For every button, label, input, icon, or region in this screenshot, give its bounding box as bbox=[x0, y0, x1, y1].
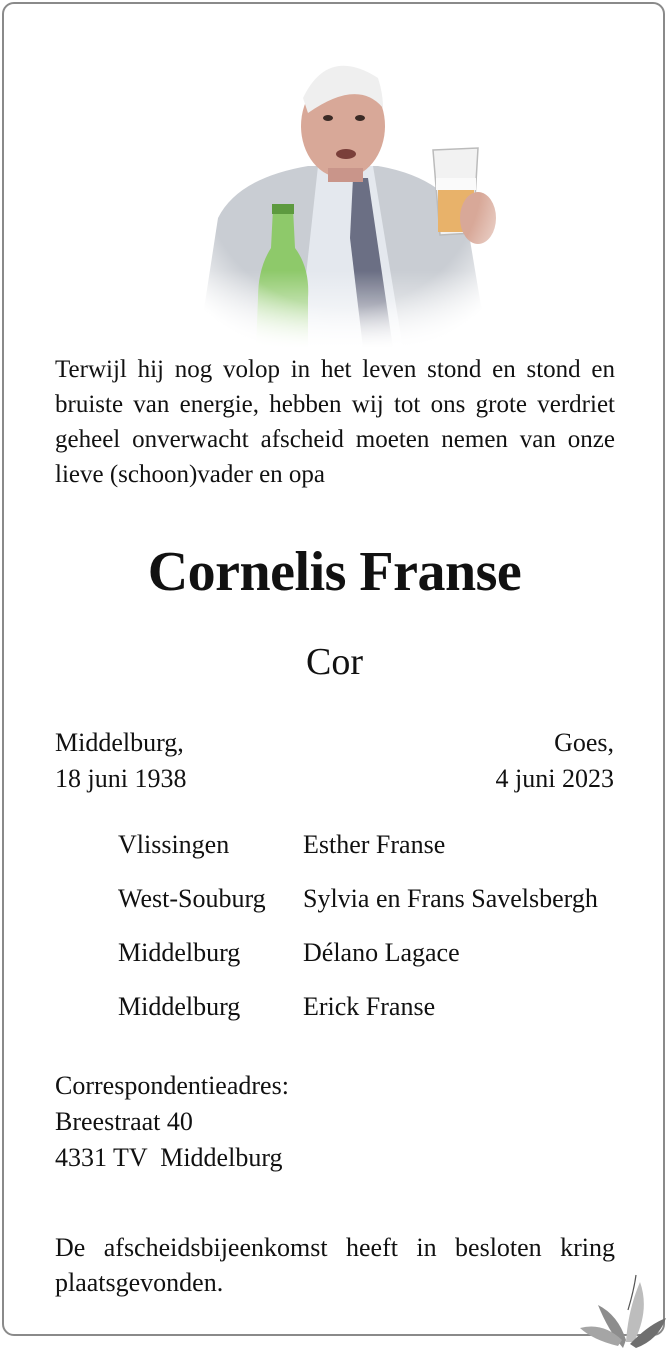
family-row bbox=[118, 992, 598, 1046]
family-row bbox=[118, 938, 598, 992]
family-names: Sylvia en Frans Savelsbergh bbox=[303, 884, 598, 913]
family-list bbox=[118, 830, 598, 1046]
family-names: Erick Franse bbox=[303, 992, 436, 1021]
birth-info bbox=[55, 725, 186, 797]
deceased-full-name: Cornelis Franse bbox=[147, 541, 522, 603]
family-place: Middelburg bbox=[118, 992, 241, 1021]
portrait-photo bbox=[178, 38, 508, 348]
magnolia-flower-icon bbox=[578, 1270, 668, 1350]
correspondence-address bbox=[55, 1068, 289, 1176]
family-place: West-Souburg bbox=[118, 884, 266, 913]
death-info bbox=[496, 725, 614, 797]
family-names: Délano Lagace bbox=[303, 938, 460, 967]
family-place: Vlissingen bbox=[118, 830, 230, 859]
closing-text: De afscheidsbijeenkomst heeft in besloten kring plaatsgevonden. bbox=[55, 1233, 615, 1297]
birth-place: Middelburg, bbox=[55, 728, 184, 757]
address-street: Breestraat 40 bbox=[55, 1107, 193, 1136]
family-names: Esther Franse bbox=[303, 830, 446, 859]
family-row bbox=[118, 884, 598, 938]
family-row bbox=[118, 830, 598, 884]
deceased-nickname: Cor bbox=[306, 641, 363, 683]
death-place: Goes, bbox=[554, 728, 614, 757]
address-label: Correspondentieadres: bbox=[55, 1071, 289, 1100]
address-city: 4331 TV Middelburg bbox=[55, 1143, 283, 1172]
family-place: Middelburg bbox=[118, 938, 241, 967]
death-date: 4 juni 2023 bbox=[495, 764, 614, 793]
intro-text: Terwijl hij nog volop in het leven stond en stond en bruiste van energie, hebben wij tot ons grote verdriet geheel onverwacht afscheid moeten nemen van onze lieve (schoon)vader en opa bbox=[55, 356, 615, 488]
birth-date: 18 juni 1938 bbox=[55, 764, 187, 793]
